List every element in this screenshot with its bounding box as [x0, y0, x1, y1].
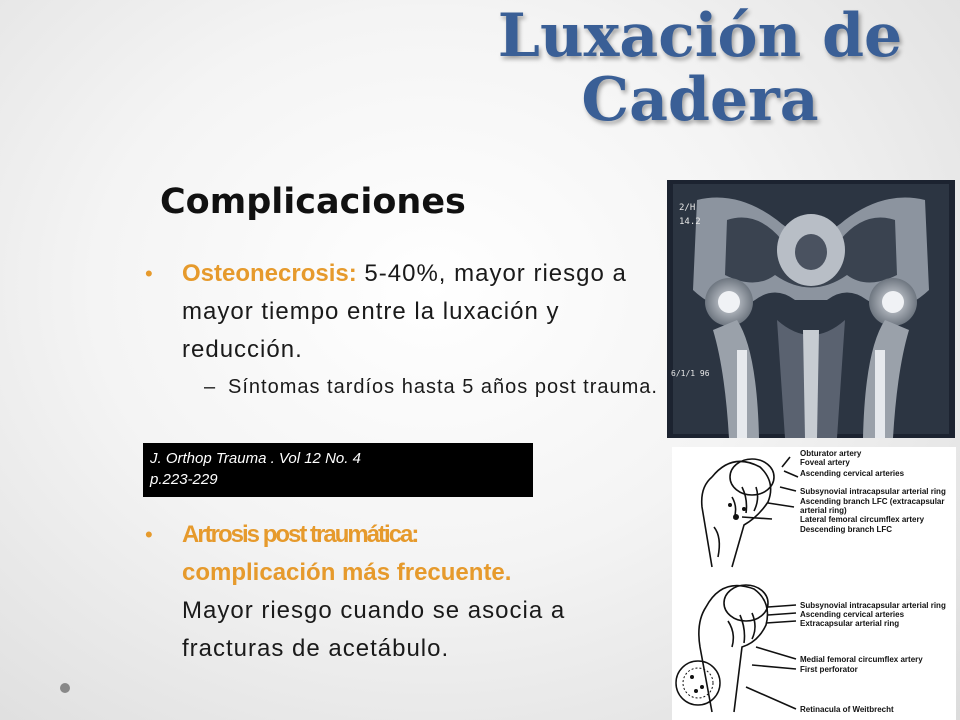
hip-blood-supply-diagram [672, 447, 956, 720]
diagram-label: Ascending branch LFC (extracapsular [800, 497, 945, 506]
mri-pelvis-image [667, 180, 955, 438]
bullet-text: 5-40%, mayor riesgo a mayor tiempo entre la luxación y reducción. [182, 260, 627, 363]
diagram-label: Retinacula of Weitbrecht [800, 705, 894, 714]
mri-label-1: 2/H [679, 203, 696, 213]
reference-box [143, 443, 533, 497]
diagram-label: Ascending cervical arteries [800, 610, 905, 619]
reference-line-2: p.223-229 [150, 471, 218, 488]
bullet-dot-icon: • [145, 261, 154, 286]
diagram-label: Medial femoral circumflex artery [800, 655, 923, 664]
diagram-label: Foveal artery [800, 458, 850, 467]
bullet-highlight: complicación más frecuente. [182, 559, 512, 586]
sub-bullet-text: Síntomas tardíos hasta 5 años post trauma. [228, 376, 658, 398]
diagram-label: First perforator [800, 665, 858, 674]
diagram-label: Descending branch LFC [800, 525, 893, 534]
bullet-dot-icon: • [145, 522, 154, 547]
bullet-label: Artrosis post traumática: [182, 521, 418, 548]
bullet-label: Osteonecrosis: [182, 260, 357, 287]
diagram-label: Lateral femoral circumflex artery [800, 515, 925, 524]
diagram-label: Subsynovial intracapsular arterial ring [800, 487, 946, 496]
slide-title [480, 1, 920, 135]
bullet-artrosis [145, 516, 662, 668]
diagram-label: Subsynovial intracapsular arterial ring [800, 601, 946, 610]
diagram-label: arterial ring) [800, 506, 847, 515]
reference-line-1: J. Orthop Trauma . Vol 12 No. 4 [150, 450, 361, 467]
mri-label-2: 14.2 [679, 217, 701, 227]
diagram-label: Ascending cervical arteries [800, 469, 905, 478]
diagram-label: Obturator artery [800, 449, 862, 458]
diagram-label: Extracapsular arterial ring [800, 619, 900, 628]
dash-icon: – [204, 376, 217, 398]
slide-indicator-dot [60, 683, 70, 693]
title-line-2: Cadera [581, 65, 819, 135]
bullet-osteonecrosis [145, 255, 662, 369]
section-heading: Complicaciones [160, 182, 466, 222]
title-line-1: Luxación de [497, 1, 903, 71]
mri-label-3: 6/1/1 96 [671, 369, 710, 378]
bullet-text: Mayor riesgo cuando se asocia a fracturas de acetábulo. [182, 597, 566, 662]
